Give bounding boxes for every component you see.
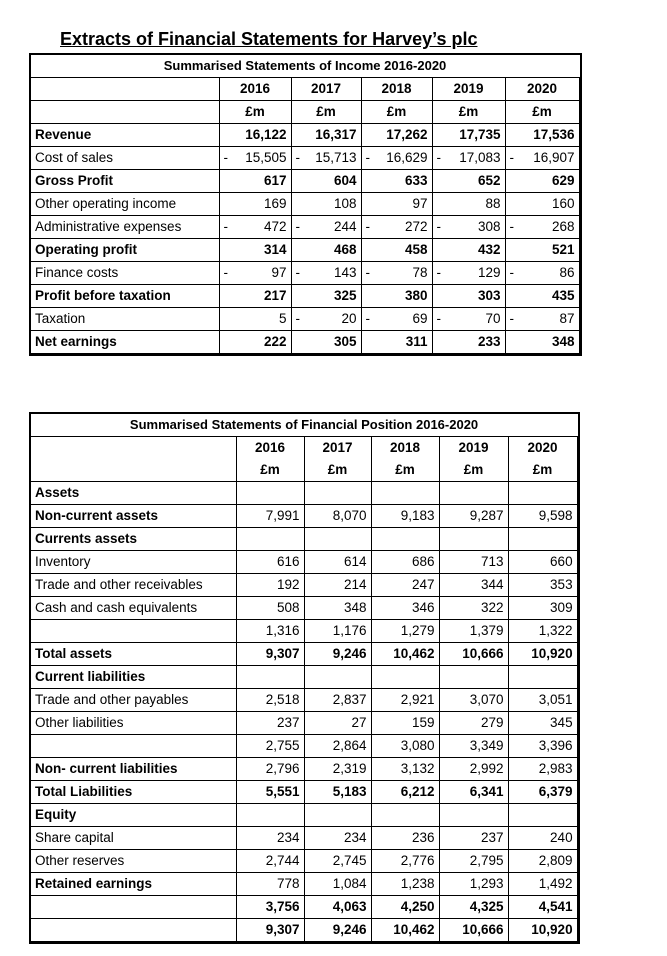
position-row-label: Cash and cash equivalents — [31, 597, 236, 620]
position-cell: 2,744 — [236, 850, 304, 873]
position-row — [31, 873, 577, 896]
income-year-row — [31, 78, 579, 101]
negative-sign: - — [361, 308, 371, 331]
negative-sign: - — [432, 216, 442, 239]
negative-sign: - — [505, 262, 515, 285]
negative-sign — [291, 170, 301, 193]
income-year-header: 2019 — [432, 78, 505, 101]
position-cell: 660 — [508, 551, 577, 574]
position-unit-blank — [31, 459, 236, 482]
negative-sign: - — [291, 262, 301, 285]
position-cell: 1,492 — [508, 873, 577, 896]
income-row-label: Cost of sales — [31, 147, 219, 170]
position-row — [31, 735, 577, 758]
income-row-label: Taxation — [31, 308, 219, 331]
negative-sign — [505, 331, 515, 354]
position-caption-row — [31, 414, 577, 437]
position-cell: 1,238 — [371, 873, 439, 896]
income-cell: 468 — [301, 239, 361, 262]
position-cell: 309 — [508, 597, 577, 620]
income-cell: 314 — [229, 239, 291, 262]
income-row — [31, 147, 579, 170]
income-cell: 303 — [442, 285, 505, 308]
position-cell: 3,756 — [236, 896, 304, 919]
income-cell: 86 — [515, 262, 579, 285]
income-row — [31, 308, 579, 331]
position-cell — [371, 804, 439, 827]
position-cell: 10,920 — [508, 919, 577, 942]
position-row-label: Non-current assets — [31, 505, 236, 528]
position-cell — [236, 482, 304, 505]
income-cell: 143 — [301, 262, 361, 285]
position-cell: 9,246 — [304, 919, 371, 942]
income-year-header: 2018 — [361, 78, 432, 101]
position-cell: 2,518 — [236, 689, 304, 712]
negative-sign — [219, 124, 229, 147]
position-cell: 247 — [371, 574, 439, 597]
income-cell: 311 — [371, 331, 432, 354]
negative-sign: - — [361, 262, 371, 285]
position-row-label: Trade and other payables — [31, 689, 236, 712]
negative-sign: - — [432, 262, 442, 285]
position-row-label — [31, 896, 236, 919]
income-row-label: Net earnings — [31, 331, 219, 354]
income-unit-header: £m — [361, 101, 432, 124]
position-row — [31, 781, 577, 804]
position-row — [31, 689, 577, 712]
position-cell: 3,349 — [439, 735, 508, 758]
position-cell — [439, 482, 508, 505]
income-year-header: 2016 — [219, 78, 291, 101]
negative-sign: - — [505, 216, 515, 239]
position-year-header: 2017 — [304, 437, 371, 460]
position-cell: 10,666 — [439, 919, 508, 942]
position-cell: 1,176 — [304, 620, 371, 643]
position-row-label: Retained earnings — [31, 873, 236, 896]
income-row-label: Profit before taxation — [31, 285, 219, 308]
income-row — [31, 170, 579, 193]
income-cell: 521 — [515, 239, 579, 262]
income-cell: 633 — [371, 170, 432, 193]
position-cell: 2,921 — [371, 689, 439, 712]
position-cell: 2,319 — [304, 758, 371, 781]
position-cell: 345 — [508, 712, 577, 735]
negative-sign: - — [432, 308, 442, 331]
position-cell — [371, 482, 439, 505]
negative-sign — [219, 285, 229, 308]
position-row-label: Total assets — [31, 643, 236, 666]
negative-sign — [361, 331, 371, 354]
income-cell: 458 — [371, 239, 432, 262]
position-row-label: Share capital — [31, 827, 236, 850]
income-statement-table — [31, 55, 580, 354]
negative-sign — [505, 170, 515, 193]
position-cell: 2,809 — [508, 850, 577, 873]
position-row — [31, 528, 577, 551]
position-cell: 353 — [508, 574, 577, 597]
position-cell: 9,246 — [304, 643, 371, 666]
position-cell: 2,992 — [439, 758, 508, 781]
position-year-header: 2020 — [508, 437, 577, 460]
income-row-label: Operating profit — [31, 239, 219, 262]
position-cell: 2,864 — [304, 735, 371, 758]
position-row — [31, 551, 577, 574]
income-cell: 69 — [371, 308, 432, 331]
income-cell: 16,317 — [301, 124, 361, 147]
position-cell: 234 — [304, 827, 371, 850]
income-cell: 233 — [442, 331, 505, 354]
position-cell: 6,212 — [371, 781, 439, 804]
position-cell — [236, 804, 304, 827]
position-cell: 1,293 — [439, 873, 508, 896]
negative-sign — [361, 124, 371, 147]
position-cell: 3,051 — [508, 689, 577, 712]
position-cell: 159 — [371, 712, 439, 735]
income-caption: Summarised Statements of Income 2016-2020 — [31, 55, 579, 78]
income-cell: 244 — [301, 216, 361, 239]
position-cell: 234 — [236, 827, 304, 850]
position-cell: 9,307 — [236, 643, 304, 666]
position-row — [31, 643, 577, 666]
position-cell: 3,070 — [439, 689, 508, 712]
income-row — [31, 193, 579, 216]
negative-sign — [432, 285, 442, 308]
income-cell: 217 — [229, 285, 291, 308]
position-unit-header: £m — [439, 459, 508, 482]
income-header-blank — [31, 78, 219, 101]
income-row-label: Administrative expenses — [31, 216, 219, 239]
negative-sign — [291, 285, 301, 308]
position-row-label: Inventory — [31, 551, 236, 574]
position-cell: 240 — [508, 827, 577, 850]
position-cell — [236, 666, 304, 689]
position-year-header: 2018 — [371, 437, 439, 460]
income-unit-header: £m — [432, 101, 505, 124]
income-unit-row — [31, 101, 579, 124]
income-cell: 108 — [301, 193, 361, 216]
position-cell: 2,776 — [371, 850, 439, 873]
income-cell: 15,713 — [301, 147, 361, 170]
income-cell: 160 — [515, 193, 579, 216]
income-cell: 169 — [229, 193, 291, 216]
position-row-label: Assets — [31, 482, 236, 505]
position-cell: 2,983 — [508, 758, 577, 781]
negative-sign: - — [361, 216, 371, 239]
negative-sign — [361, 193, 371, 216]
position-cell: 9,598 — [508, 505, 577, 528]
negative-sign: - — [291, 308, 301, 331]
negative-sign — [291, 331, 301, 354]
income-cell: 5 — [229, 308, 291, 331]
position-cell: 10,462 — [371, 643, 439, 666]
position-cell: 713 — [439, 551, 508, 574]
income-cell: 70 — [442, 308, 505, 331]
position-cell: 4,063 — [304, 896, 371, 919]
income-cell: 20 — [301, 308, 361, 331]
position-row — [31, 758, 577, 781]
position-row — [31, 482, 577, 505]
position-cell: 1,316 — [236, 620, 304, 643]
position-row — [31, 666, 577, 689]
negative-sign — [219, 331, 229, 354]
position-cell: 3,132 — [371, 758, 439, 781]
negative-sign — [361, 285, 371, 308]
income-row — [31, 124, 579, 147]
negative-sign: - — [361, 147, 371, 170]
position-row-label: Non- current liabilities — [31, 758, 236, 781]
income-row — [31, 285, 579, 308]
position-cell: 508 — [236, 597, 304, 620]
position-row-label: Other liabilities — [31, 712, 236, 735]
negative-sign — [291, 124, 301, 147]
position-row-label: Currents assets — [31, 528, 236, 551]
position-unit-header: £m — [508, 459, 577, 482]
position-cell: 10,920 — [508, 643, 577, 666]
position-header-blank — [31, 437, 236, 460]
income-cell: 305 — [301, 331, 361, 354]
position-row-label: Total Liabilities — [31, 781, 236, 804]
negative-sign — [432, 193, 442, 216]
income-unit-header: £m — [291, 101, 361, 124]
position-row-label: Other reserves — [31, 850, 236, 873]
income-cell: 222 — [229, 331, 291, 354]
negative-sign — [219, 193, 229, 216]
income-year-header: 2017 — [291, 78, 361, 101]
income-cell: 325 — [301, 285, 361, 308]
income-cell: 629 — [515, 170, 579, 193]
position-caption: Summarised Statements of Financial Position 2016-2020 — [129, 417, 479, 432]
position-cell: 5,551 — [236, 781, 304, 804]
negative-sign — [432, 239, 442, 262]
position-row — [31, 574, 577, 597]
position-row-label: Current liabilities — [31, 666, 236, 689]
negative-sign — [432, 170, 442, 193]
position-cell: 322 — [439, 597, 508, 620]
position-cell — [439, 528, 508, 551]
income-cell: 87 — [515, 308, 579, 331]
position-cell: 1,322 — [508, 620, 577, 643]
position-row-label — [31, 919, 236, 942]
income-cell: 432 — [442, 239, 505, 262]
negative-sign: - — [505, 147, 515, 170]
position-cell: 279 — [439, 712, 508, 735]
income-row-label: Finance costs — [31, 262, 219, 285]
position-row — [31, 712, 577, 735]
negative-sign — [291, 239, 301, 262]
position-cell: 236 — [371, 827, 439, 850]
position-cell: 686 — [371, 551, 439, 574]
negative-sign: - — [219, 262, 229, 285]
position-cell: 614 — [304, 551, 371, 574]
position-cell: 346 — [371, 597, 439, 620]
income-row — [31, 239, 579, 262]
position-cell: 1,279 — [371, 620, 439, 643]
income-cell: 348 — [515, 331, 579, 354]
position-row — [31, 896, 577, 919]
income-cell: 16,907 — [515, 147, 579, 170]
position-cell: 2,837 — [304, 689, 371, 712]
position-cell: 778 — [236, 873, 304, 896]
position-cell — [304, 804, 371, 827]
negative-sign — [361, 239, 371, 262]
position-year-row — [31, 437, 577, 460]
negative-sign — [505, 285, 515, 308]
position-cell: 1,084 — [304, 873, 371, 896]
position-cell: 237 — [439, 827, 508, 850]
negative-sign: - — [219, 216, 229, 239]
position-cell: 9,287 — [439, 505, 508, 528]
income-year-header: 2020 — [505, 78, 579, 101]
position-row-label — [31, 735, 236, 758]
position-unit-header: £m — [236, 459, 304, 482]
position-cell — [439, 666, 508, 689]
income-cell: 17,083 — [442, 147, 505, 170]
negative-sign — [505, 193, 515, 216]
position-row — [31, 620, 577, 643]
position-row — [31, 919, 577, 942]
position-row — [31, 850, 577, 873]
income-cell: 15,505 — [229, 147, 291, 170]
position-cell: 6,341 — [439, 781, 508, 804]
position-cell — [371, 666, 439, 689]
income-cell: 435 — [515, 285, 579, 308]
income-cell: 16,629 — [371, 147, 432, 170]
income-cell: 268 — [515, 216, 579, 239]
income-cell: 97 — [371, 193, 432, 216]
position-cell: 348 — [304, 597, 371, 620]
negative-sign: - — [219, 147, 229, 170]
position-cell: 6,379 — [508, 781, 577, 804]
negative-sign — [505, 239, 515, 262]
negative-sign — [361, 170, 371, 193]
position-cell: 2,796 — [236, 758, 304, 781]
income-cell: 129 — [442, 262, 505, 285]
negative-sign — [432, 124, 442, 147]
position-row-label: Trade and other receivables — [31, 574, 236, 597]
position-cell: 344 — [439, 574, 508, 597]
position-cell — [508, 528, 577, 551]
negative-sign — [291, 193, 301, 216]
position-unit-header: £m — [304, 459, 371, 482]
position-unit-row — [31, 459, 577, 482]
negative-sign — [505, 124, 515, 147]
position-unit-header: £m — [371, 459, 439, 482]
income-row — [31, 216, 579, 239]
income-row — [31, 331, 579, 354]
position-cell: 192 — [236, 574, 304, 597]
income-row — [31, 262, 579, 285]
position-year-header: 2019 — [439, 437, 508, 460]
position-cell: 4,541 — [508, 896, 577, 919]
position-cell: 3,396 — [508, 735, 577, 758]
position-row — [31, 597, 577, 620]
negative-sign — [219, 170, 229, 193]
negative-sign: - — [505, 308, 515, 331]
position-cell: 2,755 — [236, 735, 304, 758]
position-cell — [371, 528, 439, 551]
position-row — [31, 804, 577, 827]
income-row-label: Gross Profit — [31, 170, 219, 193]
income-cell: 380 — [371, 285, 432, 308]
income-unit-header: £m — [219, 101, 291, 124]
position-cell: 9,183 — [371, 505, 439, 528]
position-cell: 214 — [304, 574, 371, 597]
position-year-header: 2016 — [236, 437, 304, 460]
position-cell — [304, 528, 371, 551]
negative-sign — [432, 331, 442, 354]
negative-sign — [219, 239, 229, 262]
position-cell: 4,250 — [371, 896, 439, 919]
income-cell: 617 — [229, 170, 291, 193]
income-cell: 97 — [229, 262, 291, 285]
page-title: Extracts of Financial Statements for Harvey’s plc — [60, 29, 478, 49]
position-cell: 10,666 — [439, 643, 508, 666]
income-cell: 17,262 — [371, 124, 432, 147]
position-cell: 5,183 — [304, 781, 371, 804]
income-cell: 604 — [301, 170, 361, 193]
negative-sign: - — [291, 147, 301, 170]
position-row-label: Equity — [31, 804, 236, 827]
income-unit-header: £m — [505, 101, 579, 124]
income-cell: 16,122 — [229, 124, 291, 147]
income-cell: 17,735 — [442, 124, 505, 147]
income-cell: 272 — [371, 216, 432, 239]
position-cell: 8,070 — [304, 505, 371, 528]
position-cell — [508, 482, 577, 505]
position-cell — [508, 804, 577, 827]
position-cell: 1,379 — [439, 620, 508, 643]
position-row — [31, 827, 577, 850]
position-cell: 2,745 — [304, 850, 371, 873]
income-row-label: Other operating income — [31, 193, 219, 216]
income-cell: 17,536 — [515, 124, 579, 147]
position-cell — [508, 666, 577, 689]
income-cell: 652 — [442, 170, 505, 193]
income-cell: 88 — [442, 193, 505, 216]
financial-position-table — [31, 414, 578, 942]
income-row-label: Revenue — [31, 124, 219, 147]
position-cell — [439, 804, 508, 827]
position-cell: 9,307 — [236, 919, 304, 942]
position-cell: 27 — [304, 712, 371, 735]
position-cell: 237 — [236, 712, 304, 735]
income-cell: 78 — [371, 262, 432, 285]
position-cell: 2,795 — [439, 850, 508, 873]
negative-sign: - — [291, 216, 301, 239]
position-cell — [304, 482, 371, 505]
position-cell: 4,325 — [439, 896, 508, 919]
position-cell: 616 — [236, 551, 304, 574]
negative-sign: - — [432, 147, 442, 170]
position-cell: 10,462 — [371, 919, 439, 942]
negative-sign — [219, 308, 229, 331]
income-cell: 308 — [442, 216, 505, 239]
position-cell — [236, 528, 304, 551]
income-cell: 472 — [229, 216, 291, 239]
position-cell: 3,080 — [371, 735, 439, 758]
income-unit-blank — [31, 101, 219, 124]
position-cell: 7,991 — [236, 505, 304, 528]
position-cell — [304, 666, 371, 689]
position-row-label — [31, 620, 236, 643]
position-row — [31, 505, 577, 528]
income-caption-row — [31, 55, 579, 78]
